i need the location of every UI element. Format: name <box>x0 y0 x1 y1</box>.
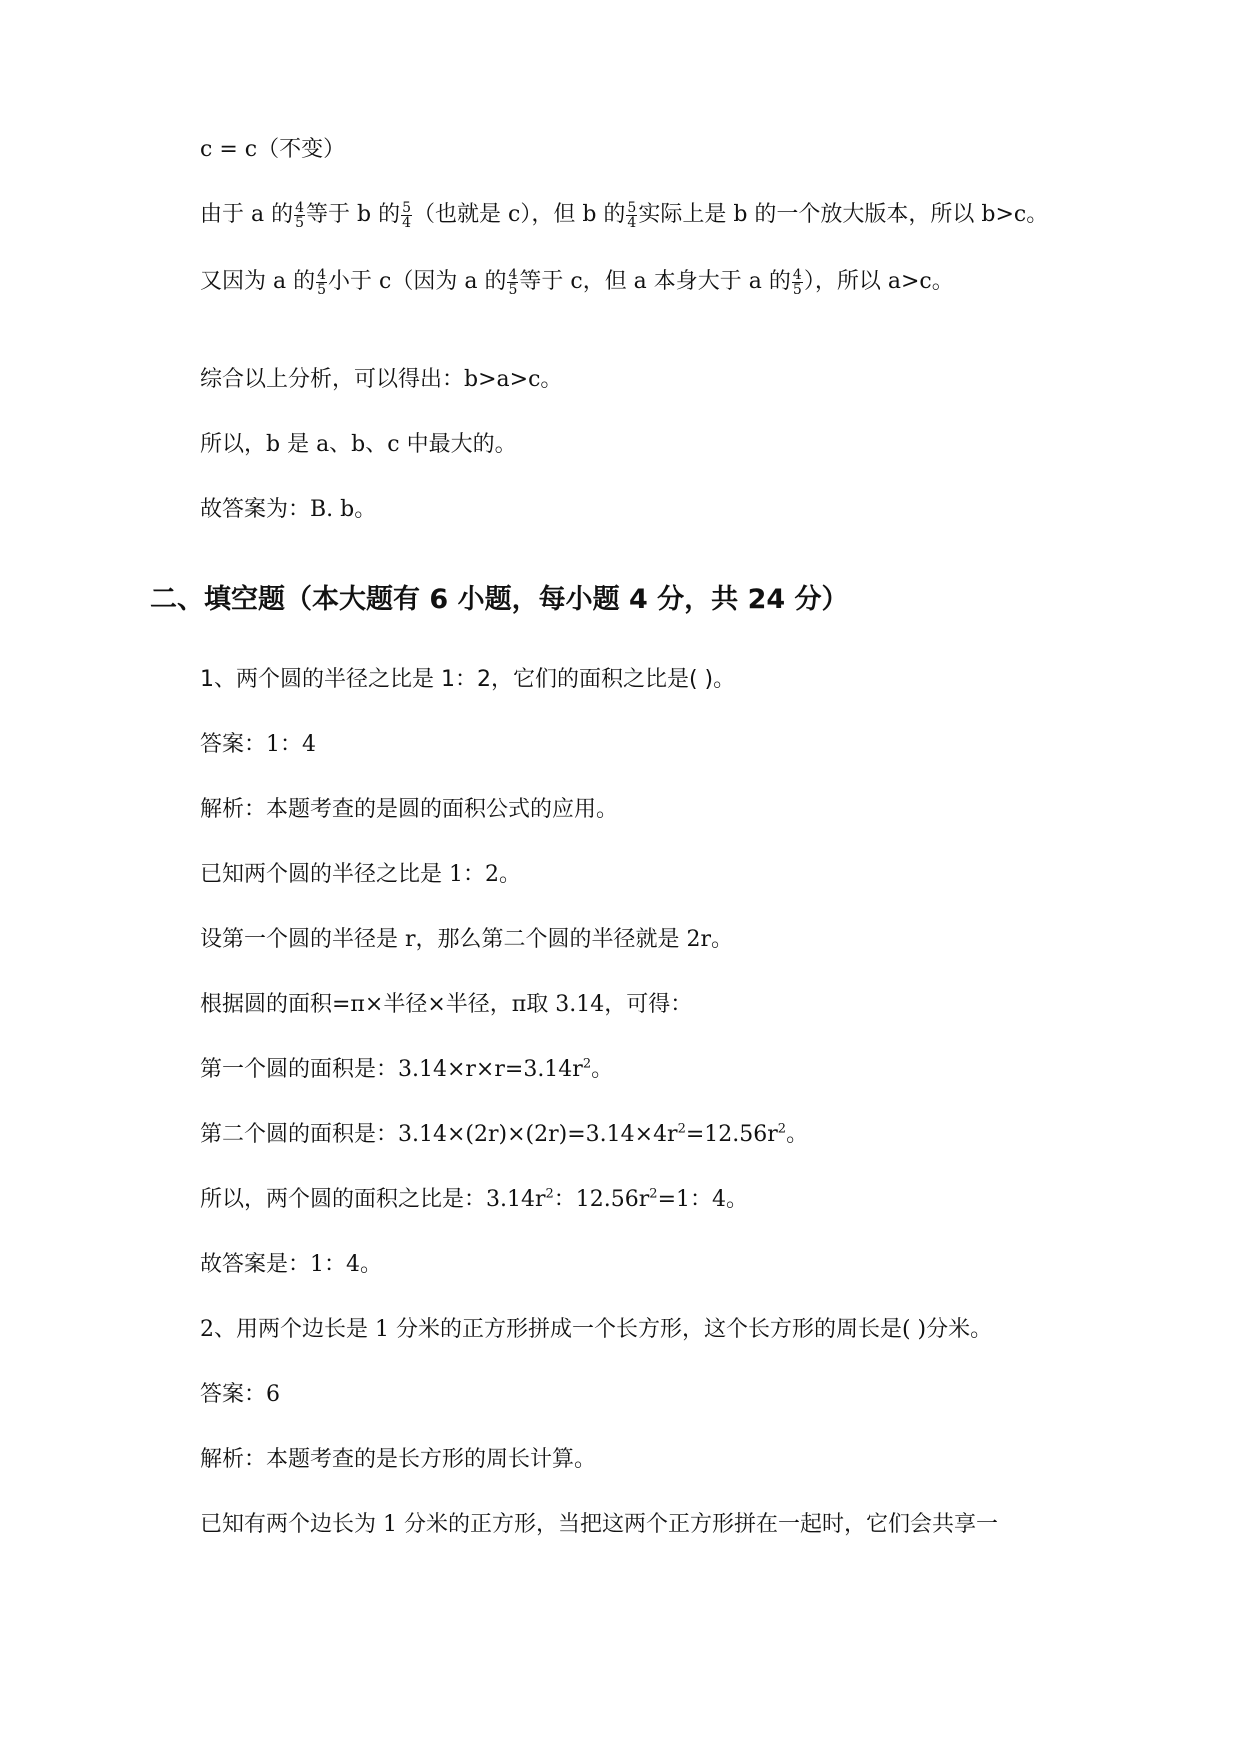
fraction-denominator: 4 <box>627 214 637 231</box>
text-segment: 。 <box>786 1122 809 1147</box>
text-segment: 由于 a 的 <box>200 202 294 227</box>
fraction <box>294 201 305 230</box>
fraction-denominator: 5 <box>508 281 518 298</box>
q2-known: 已知有两个边长为 1 分米的正方形，当把这两个正方形拼在一起时，它们会共享一 <box>200 1512 998 1537</box>
fraction <box>626 201 637 230</box>
fraction <box>401 201 412 230</box>
reason-b-greater-c-line <box>200 195 1048 235</box>
fraction-numerator: 4 <box>792 266 802 283</box>
q1-final: 故答案是：1：4。 <box>200 1252 382 1277</box>
fraction-numerator: 4 <box>317 266 327 283</box>
text-segment: 等于 c，但 a 本身大于 a 的 <box>519 269 791 294</box>
reason-a-greater-c-line <box>200 262 954 302</box>
answer-line: 故答案为：B. b。 <box>200 497 377 522</box>
exponent: 2 <box>649 1186 658 1202</box>
fraction-numerator: 5 <box>627 199 637 216</box>
fraction-numerator: 4 <box>508 266 518 283</box>
text-segment: 第二个圆的面积是：3.14×(2r)×(2r)=3.14×4r <box>200 1122 678 1147</box>
text-segment: 等于 b 的 <box>306 202 401 227</box>
fraction-denominator: 4 <box>402 214 412 231</box>
text-segment: 实际上是 b 的一个放大版本，所以 b>c。 <box>638 202 1049 227</box>
fraction-denominator: 5 <box>792 281 802 298</box>
fraction-numerator: 4 <box>295 199 305 216</box>
q1-assume: 设第一个圆的半径是 r，那么第二个圆的半径就是 2r。 <box>200 927 734 952</box>
fraction-numerator: 5 <box>402 199 412 216</box>
text-segment: =1：4。 <box>657 1187 749 1212</box>
fraction <box>507 268 518 297</box>
text-segment: ），所以 a>c。 <box>803 269 954 294</box>
question-2: 2、用两个边长是 1 分米的正方形拼成一个长方形，这个长方形的周长是( )分米。 <box>200 1317 993 1342</box>
text-segment: 。 <box>591 1057 614 1082</box>
q1-ratio <box>200 1180 748 1220</box>
exponent: 2 <box>582 1056 592 1072</box>
question-1: 1、两个圆的半径之比是 1：2，它们的面积之比是( )。 <box>200 667 736 692</box>
fraction <box>316 268 327 297</box>
text-segment: 小于 c（因为 a 的 <box>328 269 507 294</box>
text-segment: ：12.56r <box>553 1187 650 1212</box>
q2-answer: 答案：6 <box>200 1382 280 1407</box>
fraction <box>792 268 803 297</box>
text-segment: =12.56r <box>685 1122 778 1147</box>
conclusion-line: 所以，b 是 a、b、c 中最大的。 <box>200 432 517 457</box>
text-segment: （也就是 c），但 b 的 <box>413 202 626 227</box>
q2-analysis: 解析：本题考查的是长方形的周长计算。 <box>200 1447 597 1472</box>
summary-line: 综合以上分析，可以得出：b>a>c。 <box>200 367 563 392</box>
q1-area2 <box>200 1115 808 1155</box>
exponent: 2 <box>777 1121 787 1137</box>
q1-formula: 根据圆的面积=π×半径×半径，π取 3.14，可得： <box>200 992 693 1017</box>
exponent: 2 <box>545 1186 554 1202</box>
fraction-denominator: 5 <box>317 281 327 298</box>
c-unchanged-line: c = c（不变） <box>200 137 346 162</box>
q1-analysis: 解析：本题考查的是圆的面积公式的应用。 <box>200 797 619 822</box>
q1-known: 已知两个圆的半径之比是 1：2。 <box>200 862 521 887</box>
fraction-denominator: 5 <box>295 214 305 231</box>
q1-answer: 答案：1：4 <box>200 732 316 757</box>
q1-area1 <box>200 1050 613 1090</box>
text-segment: 又因为 a 的 <box>200 269 316 294</box>
exponent: 2 <box>677 1121 686 1137</box>
text-segment: 第一个圆的面积是：3.14×r×r=3.14r <box>200 1057 583 1082</box>
text-segment: 所以，两个圆的面积之比是：3.14r <box>200 1187 546 1212</box>
section-heading: 二、填空题（本大题有 6 小题，每小题 4 分，共 24 分） <box>150 584 849 615</box>
